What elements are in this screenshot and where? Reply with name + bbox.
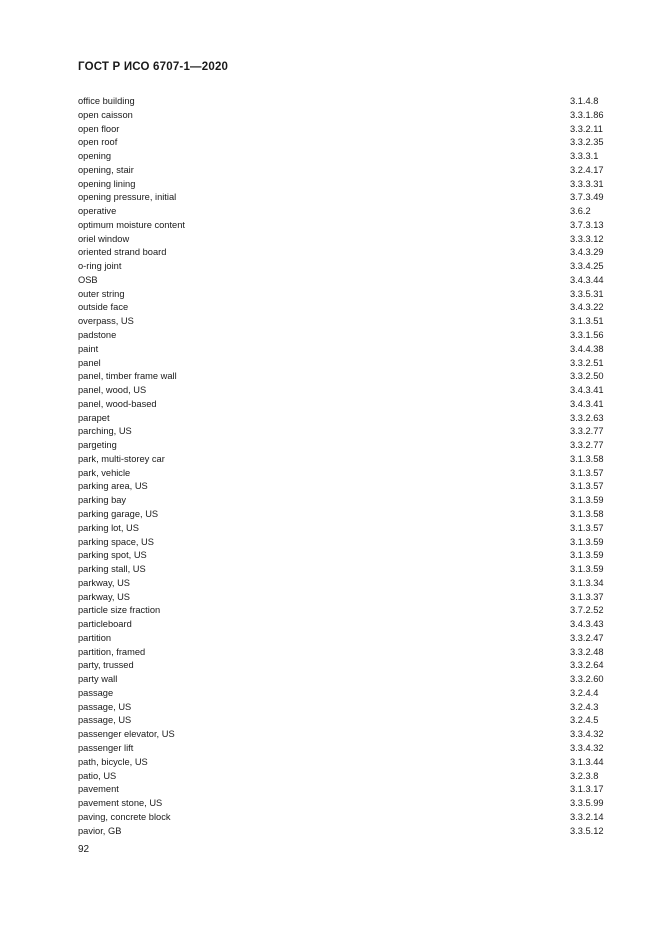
index-reference: 3.3.1.56 (570, 330, 604, 341)
index-entry (78, 315, 610, 329)
index-entry (78, 536, 610, 550)
index-reference: 3.1.3.51 (570, 316, 604, 327)
index-entry (78, 797, 610, 811)
index-entry (78, 178, 610, 192)
index-reference: 3.1.3.59 (570, 536, 604, 547)
index-entry (78, 646, 610, 660)
index-term: parking lot, US (78, 522, 139, 533)
index-entry (78, 301, 610, 315)
index-term: path, bicycle, US (78, 756, 148, 767)
index-entry (78, 205, 610, 219)
index-reference: 3.3.1.86 (570, 109, 604, 120)
index-term: passenger lift (78, 742, 134, 753)
index-entry (78, 219, 610, 233)
index-entry (78, 577, 610, 591)
index-entry (78, 384, 610, 398)
index-reference: 3.2.4.3 (570, 701, 599, 712)
index-entry (78, 508, 610, 522)
index-reference: 3.2.4.4 (570, 687, 599, 698)
index-term: outside face (78, 302, 129, 313)
page-number: 92 (78, 844, 90, 855)
index-term: partition (78, 632, 112, 643)
index-entry (78, 246, 610, 260)
index-entry (78, 673, 610, 687)
index-term: party, trussed (78, 660, 134, 671)
index-reference: 3.4.4.38 (570, 343, 604, 354)
index-entry (78, 412, 610, 426)
index-entry (78, 783, 610, 797)
index-reference: 3.1.3.34 (570, 577, 604, 588)
index-entry (78, 659, 610, 673)
index-reference: 3.1.3.59 (570, 495, 604, 506)
index-reference: 3.3.2.77 (570, 440, 604, 451)
term-index-list (78, 95, 610, 838)
index-reference: 3.1.3.57 (570, 481, 604, 492)
index-reference: 3.1.3.58 (570, 508, 604, 519)
index-reference: 3.7.3.13 (570, 219, 604, 230)
index-entry (78, 425, 610, 439)
index-term: paint (78, 343, 99, 354)
index-term: optimum moisture content (78, 219, 185, 230)
index-reference: 3.4.3.41 (570, 398, 604, 409)
index-reference: 3.3.2.60 (570, 674, 604, 685)
index-entry (78, 191, 610, 205)
index-term: parapet (78, 412, 110, 423)
index-term: o-ring joint (78, 261, 122, 272)
index-entry (78, 150, 610, 164)
index-term: particle size fraction (78, 605, 161, 616)
index-reference: 3.3.2.50 (570, 371, 604, 382)
index-term: open floor (78, 123, 120, 134)
index-reference: 3.3.5.12 (570, 825, 604, 836)
index-reference: 3.2.4.17 (570, 164, 604, 175)
index-entry (78, 756, 610, 770)
index-entry (78, 329, 610, 343)
index-term: park, multi-storey car (78, 453, 165, 464)
index-reference: 3.2.3.8 (570, 770, 599, 781)
index-term: panel (78, 357, 101, 368)
index-reference: 3.4.3.41 (570, 385, 604, 396)
index-entry (78, 563, 610, 577)
index-entry (78, 701, 610, 715)
index-reference: 3.3.2.51 (570, 357, 604, 368)
index-entry (78, 109, 610, 123)
index-entry (78, 770, 610, 784)
index-reference: 3.3.5.31 (570, 288, 604, 299)
index-entry (78, 825, 610, 839)
index-entry (78, 591, 610, 605)
index-entry (78, 687, 610, 701)
index-term: panel, wood, US (78, 385, 147, 396)
index-reference: 3.1.4.8 (570, 96, 599, 106)
index-reference: 3.1.3.37 (570, 591, 604, 602)
index-term: pavement stone, US (78, 798, 163, 809)
index-entry (78, 274, 610, 288)
index-reference: 3.1.3.58 (570, 453, 604, 464)
index-reference: 3.3.4.32 (570, 742, 604, 753)
index-term: pargeting (78, 440, 117, 451)
index-term: padstone (78, 330, 117, 341)
index-term: park, vehicle (78, 467, 131, 478)
index-reference: 3.3.3.31 (570, 178, 604, 189)
index-reference: 3.3.2.48 (570, 646, 604, 657)
index-entry (78, 494, 610, 508)
index-term: panel, timber frame wall (78, 371, 177, 382)
index-reference: 3.1.3.57 (570, 522, 604, 533)
index-entry (78, 260, 610, 274)
index-reference: 3.3.3.1 (570, 151, 599, 162)
index-term: partition, framed (78, 646, 146, 657)
index-term: office building (78, 96, 135, 106)
index-reference: 3.3.4.32 (570, 729, 604, 740)
index-entry (78, 480, 610, 494)
index-entry (78, 343, 610, 357)
index-reference: 3.3.2.35 (570, 137, 604, 148)
index-term: passage, US (78, 715, 132, 726)
index-reference: 3.7.3.49 (570, 192, 604, 203)
index-term: parkway, US (78, 577, 131, 588)
index-reference: 3.3.2.11 (570, 123, 603, 134)
index-term: OSB (78, 274, 98, 285)
index-term: paving, concrete block (78, 811, 171, 822)
index-reference: 3.4.3.29 (570, 247, 604, 258)
index-term: open roof (78, 137, 118, 148)
index-reference: 3.3.2.77 (570, 426, 604, 437)
index-entry (78, 439, 610, 453)
index-entry (78, 522, 610, 536)
index-term: passage (78, 687, 114, 698)
index-reference: 3.3.5.99 (570, 798, 604, 809)
index-reference: 3.4.3.44 (570, 274, 604, 285)
index-term: patio, US (78, 770, 117, 781)
index-reference: 3.1.3.59 (570, 550, 604, 561)
index-reference: 3.3.4.25 (570, 261, 604, 272)
index-term: open caisson (78, 109, 133, 120)
index-reference: 3.1.3.57 (570, 467, 604, 478)
index-reference: 3.7.2.52 (570, 605, 604, 616)
index-term: parking stall, US (78, 564, 146, 575)
index-entry (78, 136, 610, 150)
index-entry (78, 549, 610, 563)
index-term: passenger elevator, US (78, 729, 175, 740)
index-term: parking garage, US (78, 508, 159, 519)
index-entry (78, 714, 610, 728)
index-reference: 3.1.3.59 (570, 564, 604, 575)
index-entry (78, 370, 610, 384)
index-term: panel, wood-based (78, 398, 157, 409)
index-term: oriented strand board (78, 247, 167, 258)
index-term: parking bay (78, 495, 127, 506)
index-reference: 3.3.2.63 (570, 412, 604, 423)
index-reference: 3.1.3.44 (570, 756, 604, 767)
index-entry (78, 95, 610, 109)
index-entry (78, 398, 610, 412)
index-term: opening lining (78, 178, 136, 189)
index-entry (78, 467, 610, 481)
index-term: opening pressure, initial (78, 192, 177, 203)
index-reference: 3.3.2.64 (570, 660, 604, 671)
index-term: opening (78, 151, 112, 162)
index-entry (78, 728, 610, 742)
index-entry (78, 811, 610, 825)
index-entry (78, 453, 610, 467)
index-entry (78, 632, 610, 646)
index-term: passage, US (78, 701, 132, 712)
index-reference: 3.3.2.47 (570, 632, 604, 643)
index-reference: 3.4.3.22 (570, 302, 604, 313)
index-reference: 3.4.3.43 (570, 619, 604, 630)
index-entry (78, 233, 610, 247)
index-term: parking spot, US (78, 550, 147, 561)
index-reference: 3.2.4.5 (570, 715, 599, 726)
index-term: pavior, GB (78, 825, 122, 836)
index-term: outer string (78, 288, 125, 299)
index-reference: 3.1.3.17 (570, 784, 604, 795)
index-term: overpass, US (78, 316, 134, 327)
index-entry (78, 618, 610, 632)
index-term: parching, US (78, 426, 132, 437)
index-reference: 3.3.3.12 (570, 233, 604, 244)
index-entry (78, 357, 610, 371)
index-entry (78, 288, 610, 302)
index-term: parkway, US (78, 591, 131, 602)
index-term: party wall (78, 674, 118, 685)
index-entry (78, 742, 610, 756)
document-header: ГОСТ Р ИСО 6707-1—2020 (78, 61, 229, 73)
index-term: particleboard (78, 619, 132, 630)
index-term: operative (78, 206, 117, 217)
index-term: opening, stair (78, 164, 134, 175)
index-term: oriel window (78, 233, 130, 244)
index-term: parking space, US (78, 536, 154, 547)
index-term: parking area, US (78, 481, 148, 492)
index-entry (78, 164, 610, 178)
index-reference: 3.3.2.14 (570, 811, 604, 822)
index-entry (78, 123, 610, 137)
index-entry (78, 604, 610, 618)
index-reference: 3.6.2 (570, 206, 591, 217)
index-term: pavement (78, 784, 119, 795)
